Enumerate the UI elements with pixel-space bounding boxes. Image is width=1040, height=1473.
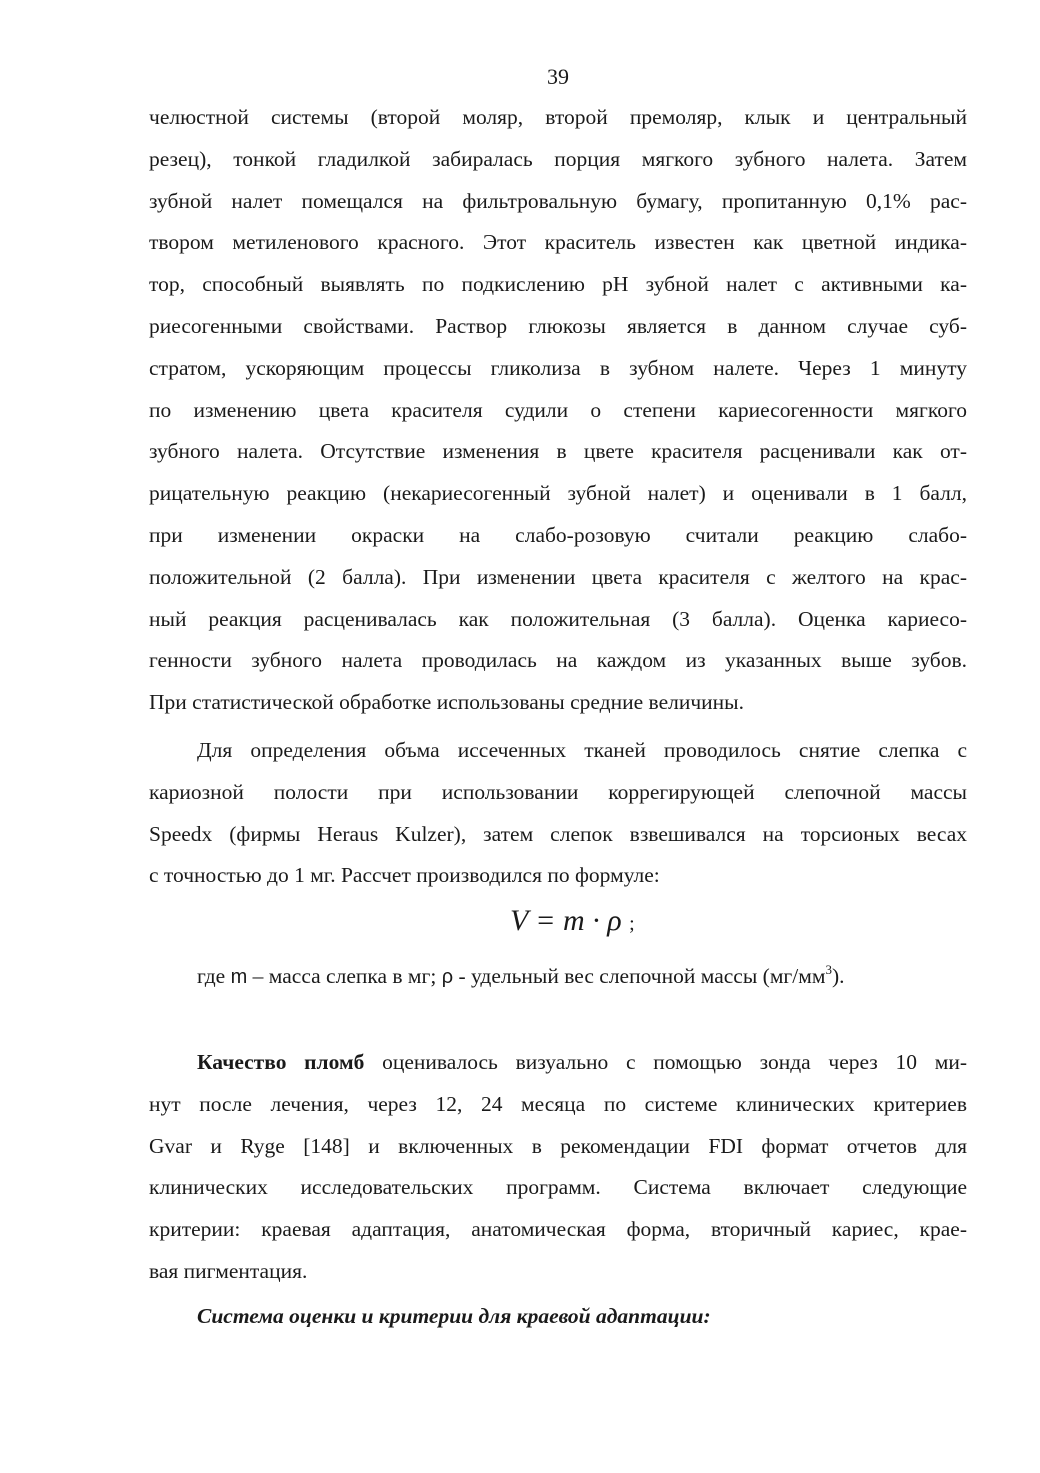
text-line: критерии: краевая адаптация, анатомическая форма, вторичный кариес, крае- xyxy=(149,1217,967,1242)
text-line: нут после лечения, через 12, 24 месяца по системе клинических критериев xyxy=(149,1091,967,1116)
text-line: Для определения объма иссеченных тканей проводилось снятие слепка с xyxy=(197,738,967,762)
legend-exponent: 3 xyxy=(825,962,832,977)
section-subheading: Система оценки и критерии для краевой адаптации: xyxy=(197,1304,711,1328)
text-line: ный реакция расценивалась как положительная (3 балла). Оценка кариесо- xyxy=(149,606,967,631)
text-line: твором метиленового красного. Этот краситель известен как цветной индика- xyxy=(149,230,967,255)
volume-formula xyxy=(510,898,635,947)
text-line: клинических исследовательских программ. Система включает следующие xyxy=(149,1175,967,1200)
text-line: Speedx (фирмы Heraus Kulzer), затем слепок взвешивался на торсионых весах xyxy=(149,821,967,846)
bold-lead: Качество пломб xyxy=(197,1050,365,1074)
text-line: с точностью до 1 мг. Рассчет производился по формуле: xyxy=(149,863,660,888)
text-line: челюстной системы (второй моляр, второй премоляр, клык и центральный xyxy=(149,105,967,129)
first-line-rest: оценивалось визуально с помощью зонда через 10 ми- xyxy=(364,1050,968,1074)
text-line: при изменении окраски на слабо-розовую считали реакцию слабо- xyxy=(149,522,967,547)
text-line: рицательную реакцию (некариесогенный зубной налет) и оценивали в 1 балл, xyxy=(149,481,967,506)
paragraph-filling-quality xyxy=(149,1042,967,1293)
text-line: При статистической обработке использованы средние величины. xyxy=(149,690,744,715)
text-line: зубной налет помещался на фильтровальную бумагу, пропитанную 0,1% рас- xyxy=(149,188,967,213)
formula-terminator: ; xyxy=(629,913,635,935)
text-line: генности зубного налета проводилась на каждом из указанных выше зубов. xyxy=(149,648,967,673)
text-line: кариозной полости при использовании коррегирующей слепочной массы xyxy=(149,779,967,804)
text-line: зубного налета. Отсутствие изменения в цвете красителя расценивали как от- xyxy=(149,439,967,464)
text-line: Gvar и Ryge [148] и включенных в рекомендации FDI формат отчетов для xyxy=(149,1133,967,1158)
text-line: положительной (2 балла). При изменении цвета красителя с желтого на крас- xyxy=(149,564,967,589)
paragraph-plaque-assessment xyxy=(149,97,967,724)
text-line: вая пигментация. xyxy=(149,1258,308,1283)
page-number: 39 xyxy=(547,64,569,89)
legend-suffix: - удельный вес слепочной массы (мг/мм xyxy=(453,964,826,988)
paragraph-tissue-volume xyxy=(149,730,967,897)
legend-rho-symbol: ρ xyxy=(441,966,454,988)
formula-expression: V = m · ρ xyxy=(510,904,622,937)
text-line: резец), тонкой гладилкой забиралась порция мягкого зубного налета. Затем xyxy=(149,146,967,171)
text-line: риесогенными свойствами. Раствор глюкозы является в данном случае суб- xyxy=(149,313,967,338)
formula-legend xyxy=(197,956,844,999)
legend-prefix: где xyxy=(197,964,231,988)
text-line: стратом, ускоряющим процессы гликолиза в зубном налете. Через 1 минуту xyxy=(149,355,967,380)
legend-m-symbol: m xyxy=(230,966,248,988)
text-line: по изменению цвета красителя судили о степени кариесогенности мягкого xyxy=(149,397,967,422)
legend-closing: ). xyxy=(831,964,845,988)
text-line: тор, способный выявлять по подкислению рН зубной налет с активными ка- xyxy=(149,272,967,297)
legend-middle: – масса слепка в мг; xyxy=(247,964,442,988)
text-line xyxy=(149,1042,967,1084)
